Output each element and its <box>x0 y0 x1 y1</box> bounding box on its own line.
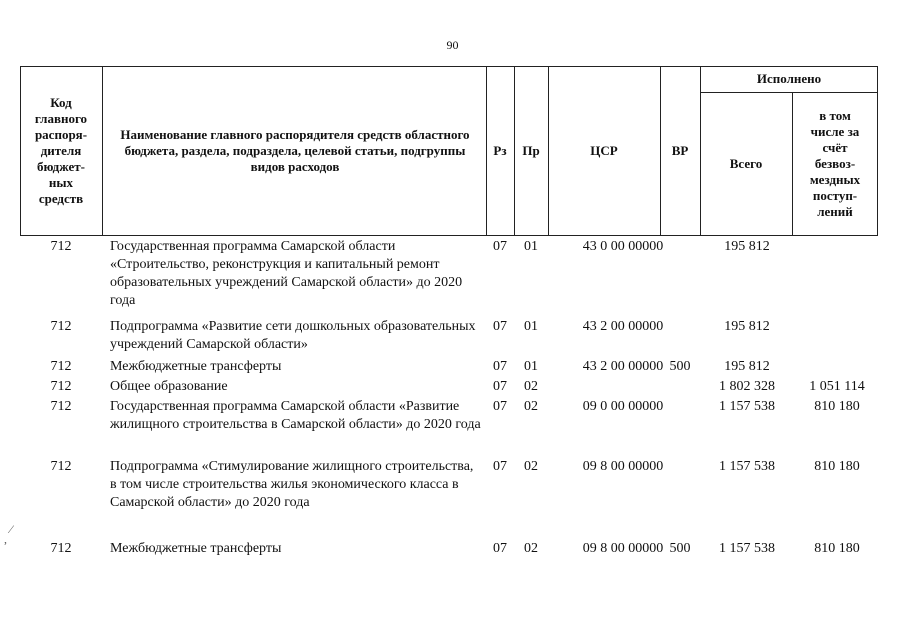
row-rz: 07 <box>493 359 507 374</box>
row-pr: 01 <box>524 359 538 374</box>
row-pr: 02 <box>524 399 538 414</box>
col-border-7 <box>792 92 793 236</box>
row-pr: 01 <box>524 319 538 334</box>
row-pr: 01 <box>524 239 538 254</box>
row-code: 712 <box>50 359 72 374</box>
header-rz: Рз <box>493 143 507 158</box>
row-rz: 07 <box>493 541 507 556</box>
row-csr: 09 8 00 00000 <box>582 459 664 474</box>
col-border-1 <box>102 66 103 236</box>
row-rz: 07 <box>493 459 507 474</box>
row-csr: 09 8 00 00000 <box>582 541 664 556</box>
row-rz: 07 <box>493 319 507 334</box>
row-total: 195 812 <box>724 239 770 254</box>
row-vr: 500 <box>669 359 691 374</box>
row-code: 712 <box>50 541 72 556</box>
row-name: Общее образование <box>110 379 228 394</box>
row-vr: 500 <box>669 541 691 556</box>
row-rz: 07 <box>493 399 507 414</box>
page-number: 90 <box>446 38 459 52</box>
table-header <box>20 66 878 236</box>
header-executed: Исполнено <box>756 71 822 86</box>
header-pr: Пр <box>522 143 540 158</box>
row-total: 195 812 <box>724 359 770 374</box>
row-name: Государственная программа Самарской области «Строительство, реконструкция и капитальный ремонт образовательных учреждений Самарской области» до 2020 года <box>110 239 463 308</box>
header-code: Код главного распоря-дителя бюджет-ных средств <box>34 95 88 206</box>
row-code: 712 <box>50 319 72 334</box>
row-csr: 09 0 00 00000 <box>582 399 664 414</box>
scan-mark: ⁄ <box>10 522 13 536</box>
row-code: 712 <box>50 379 72 394</box>
row-code: 712 <box>50 459 72 474</box>
row-pr: 02 <box>524 541 538 556</box>
header-csr: ЦСР <box>590 143 618 158</box>
scan-mark: , <box>4 532 7 546</box>
row-total: 1 802 328 <box>719 379 775 394</box>
col-border-0 <box>20 66 21 236</box>
row-total: 195 812 <box>724 319 770 334</box>
row-free: 810 180 <box>814 399 860 414</box>
row-free: 1 051 114 <box>809 379 865 394</box>
row-name: Подпрограмма «Стимулирование жилищного строительства, в том числе строительства жилья экономического класса в Самарской области» до 2020 года <box>110 459 474 510</box>
row-csr: 43 0 00 00000 <box>582 239 664 254</box>
header-incl-free: в том числе за счёт безвоз-мездных поступ-лений <box>809 108 861 219</box>
row-rz: 07 <box>493 379 507 394</box>
row-free: 810 180 <box>814 459 860 474</box>
row-csr: 43 2 00 00000 <box>582 319 664 334</box>
row-rz: 07 <box>493 239 507 254</box>
row-pr: 02 <box>524 459 538 474</box>
row-free: 810 180 <box>814 541 860 556</box>
row-csr: 43 2 00 00000 <box>582 359 664 374</box>
row-code: 712 <box>50 399 72 414</box>
header-vr: ВР <box>671 143 689 158</box>
row-name: Межбюджетные трансферты <box>110 359 282 374</box>
row-name: Подпрограмма «Развитие сети дошкольных образовательных учреждений Самарской области» <box>110 319 476 352</box>
row-name: Межбюджетные трансферты <box>110 541 282 556</box>
row-total: 1 157 538 <box>719 399 775 414</box>
row-total: 1 157 538 <box>719 459 775 474</box>
row-total: 1 157 538 <box>719 541 775 556</box>
row-pr: 02 <box>524 379 538 394</box>
header-total: Всего <box>729 156 763 171</box>
header-name: Наименование главного распорядителя средств областного бюджета, раздела, подраздела, целевой статьи, подгруппы видов расходов <box>120 127 470 174</box>
row-name: Государственная программа Самарской области «Развитие жилищного строительства в Самарской области» до 2020 года <box>110 399 481 432</box>
row-code: 712 <box>50 239 72 254</box>
